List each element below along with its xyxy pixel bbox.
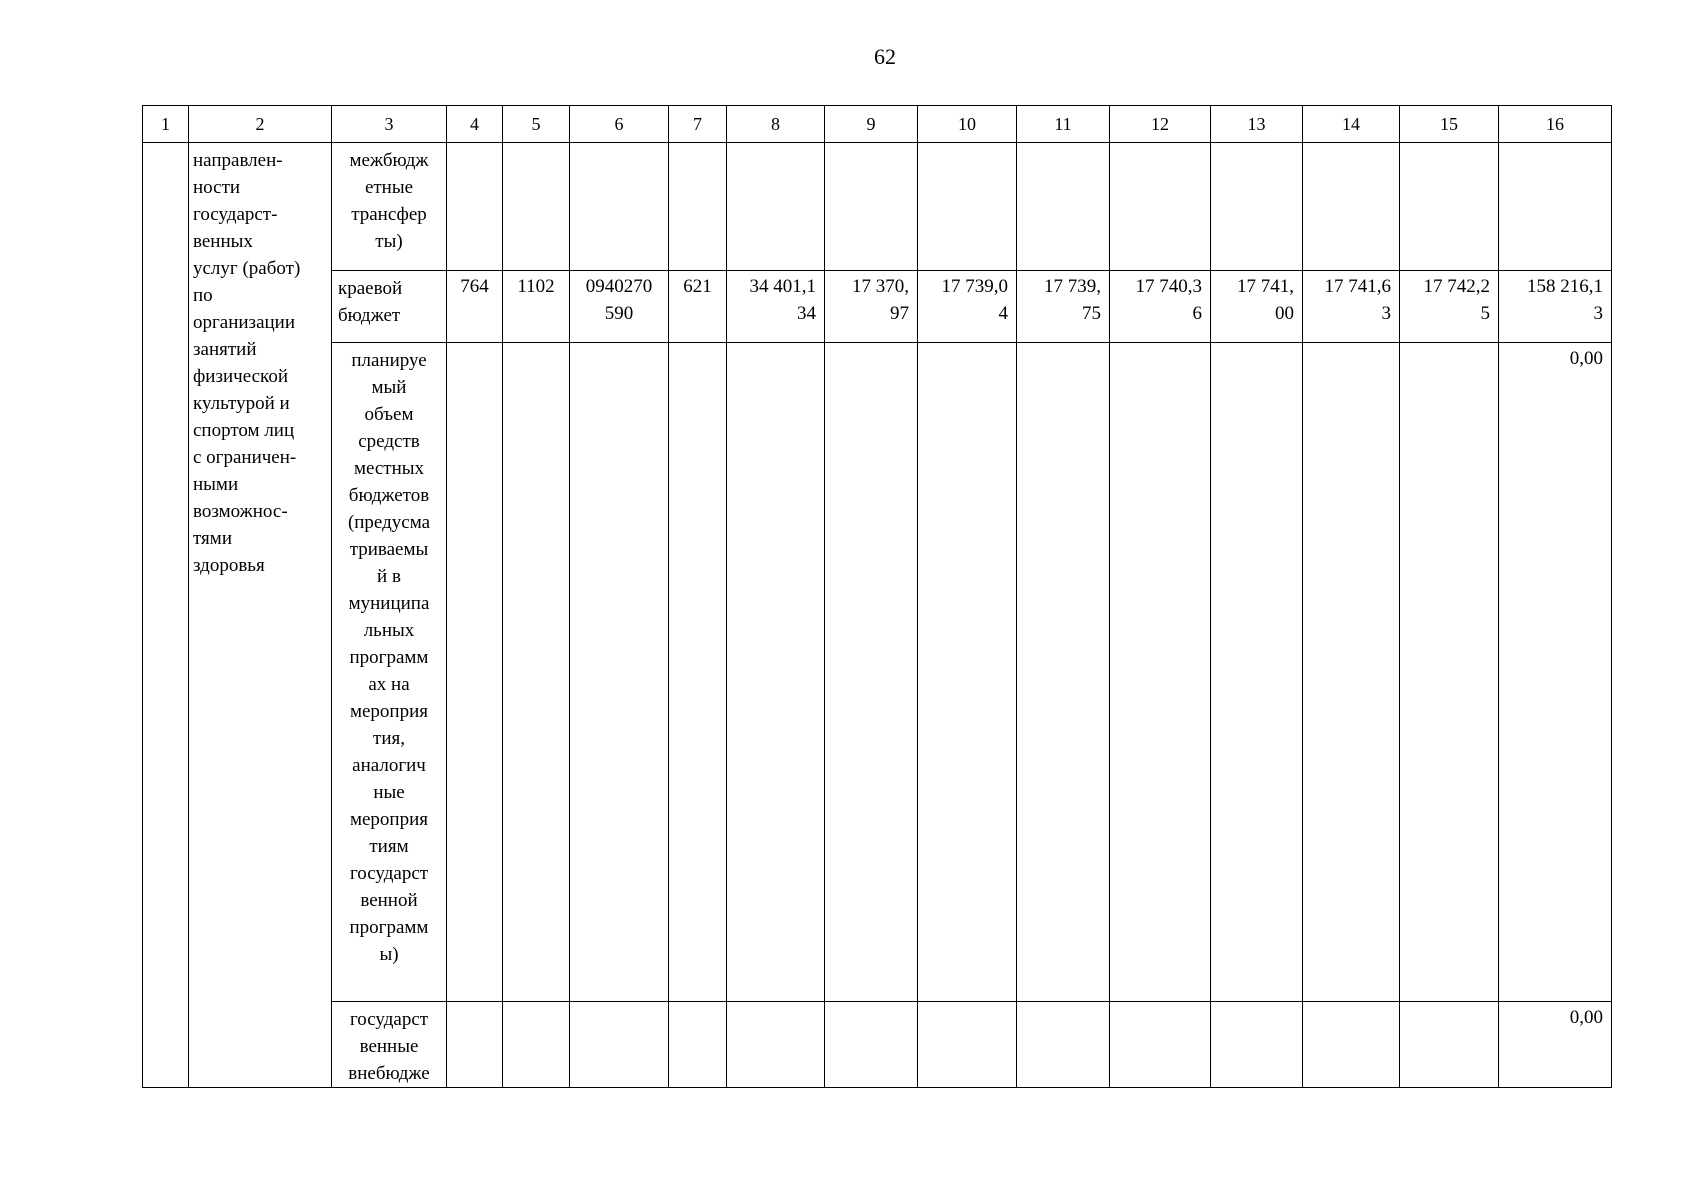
value-text <box>825 143 917 145</box>
value-text <box>918 143 1016 145</box>
header-cell: 3 <box>332 106 447 143</box>
value-text: 17 741, 00 <box>1237 276 1294 324</box>
header-cell: 5 <box>503 106 570 143</box>
value-text <box>727 343 824 345</box>
value-text: 17 740,3 6 <box>1135 276 1202 324</box>
value-text <box>1211 1002 1302 1004</box>
value-cell <box>1110 143 1211 271</box>
value-text <box>1499 143 1611 145</box>
value-cell <box>1303 343 1400 1002</box>
value-cell <box>1110 343 1211 1002</box>
value-cell <box>669 1002 727 1088</box>
value-cell <box>503 271 570 343</box>
funding-source-cell <box>332 343 447 1002</box>
value-cell <box>1211 271 1303 343</box>
value-cell <box>825 1002 918 1088</box>
value-cell <box>1303 271 1400 343</box>
funding-source-text: планируе мый объем средств местных бюджетов (предусма триваемы й в муниципа льных программ ах на мероприя тия, аналогич ные мероприя тиям государст венной программ ы) <box>347 350 431 965</box>
value-cell <box>570 1002 669 1088</box>
value-cell <box>570 271 669 343</box>
header-row <box>143 106 1612 143</box>
table-row <box>143 1002 1612 1088</box>
value-cell <box>1110 271 1211 343</box>
value-cell <box>1211 343 1303 1002</box>
value-cell <box>1400 143 1499 271</box>
table-row <box>143 143 1612 271</box>
value-cell <box>669 271 727 343</box>
funding-source-text: государст венные внебюдже <box>348 1009 430 1084</box>
activity-name-cell <box>189 143 332 1088</box>
header-cell: 10 <box>918 106 1017 143</box>
value-text <box>1303 343 1399 345</box>
header-cell: 9 <box>825 106 918 143</box>
header-cell: 4 <box>447 106 503 143</box>
funding-source-cell <box>332 143 447 271</box>
header-cell: 15 <box>1400 106 1499 143</box>
value-text <box>1211 343 1302 345</box>
value-text <box>447 343 502 345</box>
value-text <box>1400 143 1498 145</box>
value-text <box>918 1002 1016 1004</box>
header-cell: 11 <box>1017 106 1110 143</box>
value-cell <box>918 1002 1017 1088</box>
value-text <box>1017 1002 1109 1004</box>
value-cell <box>1303 1002 1400 1088</box>
page-number: 62 <box>874 44 896 69</box>
value-text <box>503 143 569 145</box>
value-cell <box>1400 271 1499 343</box>
value-cell <box>503 143 570 271</box>
value-cell <box>1110 1002 1211 1088</box>
value-text <box>669 1002 726 1004</box>
value-cell <box>825 271 918 343</box>
value-text <box>1303 1002 1399 1004</box>
value-cell <box>570 143 669 271</box>
value-text <box>727 1002 824 1004</box>
value-text: 0940270 590 <box>585 276 653 324</box>
activity-name-text: направлен- ности государст- венных услуг (работ) по организации занятий физической культурой и спортом лиц с ограничен- ными возможнос- тями здоровья <box>193 150 301 576</box>
value-cell <box>1499 343 1612 1002</box>
value-text <box>1110 1002 1210 1004</box>
table-row <box>143 343 1612 1002</box>
header-cell: 8 <box>727 106 825 143</box>
value-cell <box>570 343 669 1002</box>
value-cell <box>1017 143 1110 271</box>
value-cell <box>1400 1002 1499 1088</box>
value-text <box>825 343 917 345</box>
value-cell <box>918 271 1017 343</box>
funding-source-text: краевой бюджет <box>338 278 403 326</box>
value-cell <box>727 343 825 1002</box>
value-text: 621 <box>683 276 712 297</box>
value-cell <box>1499 271 1612 343</box>
value-cell <box>1303 143 1400 271</box>
value-cell <box>447 271 503 343</box>
value-cell <box>447 143 503 271</box>
value-text <box>1110 143 1210 145</box>
value-text: 17 370, 97 <box>852 276 909 324</box>
header-cell: 12 <box>1110 106 1211 143</box>
value-cell <box>918 143 1017 271</box>
value-cell <box>669 343 727 1002</box>
value-text <box>570 343 668 345</box>
value-text: 34 401,1 34 <box>749 276 816 324</box>
value-cell <box>447 343 503 1002</box>
value-text <box>825 1002 917 1004</box>
value-cell <box>1499 1002 1612 1088</box>
value-text <box>1211 143 1302 145</box>
value-text <box>669 343 726 345</box>
value-text: 158 216,1 3 <box>1527 276 1603 324</box>
value-cell <box>503 1002 570 1088</box>
value-cell <box>825 143 918 271</box>
value-text: 17 742,2 5 <box>1423 276 1490 324</box>
value-text: 0,00 <box>1569 348 1603 369</box>
number-cell <box>143 143 189 1088</box>
value-text <box>1017 343 1109 345</box>
value-text <box>918 343 1016 345</box>
header-cell: 16 <box>1499 106 1612 143</box>
value-cell <box>1017 271 1110 343</box>
value-cell <box>1400 343 1499 1002</box>
budget-table <box>142 105 1612 1088</box>
value-text <box>1110 343 1210 345</box>
value-text: 17 739, 75 <box>1044 276 1101 324</box>
value-cell <box>669 143 727 271</box>
value-text <box>447 1002 502 1004</box>
funding-source-cell <box>332 1002 447 1088</box>
header-cell: 14 <box>1303 106 1400 143</box>
header-cell: 1 <box>143 106 189 143</box>
header-cell: 2 <box>189 106 332 143</box>
value-text <box>1400 1002 1498 1004</box>
funding-source-text: межбюдж етные трансфер ты) <box>349 150 429 252</box>
value-cell <box>727 1002 825 1088</box>
value-text <box>570 1002 668 1004</box>
value-cell <box>1499 143 1612 271</box>
value-cell <box>1211 143 1303 271</box>
value-text <box>503 1002 569 1004</box>
value-text: 0,00 <box>1569 1007 1603 1028</box>
value-cell <box>918 343 1017 1002</box>
funding-source-cell <box>332 271 447 343</box>
value-text <box>1303 143 1399 145</box>
header-cell: 6 <box>570 106 669 143</box>
value-text: 764 <box>460 276 489 297</box>
value-text: 1102 <box>517 276 555 297</box>
value-cell <box>1211 1002 1303 1088</box>
value-text <box>570 143 668 145</box>
value-text <box>727 143 824 145</box>
header-cell: 7 <box>669 106 727 143</box>
value-text <box>447 143 502 145</box>
value-cell <box>825 343 918 1002</box>
header-cell: 13 <box>1211 106 1303 143</box>
table-row <box>143 271 1612 343</box>
value-cell <box>503 343 570 1002</box>
value-cell <box>727 143 825 271</box>
value-text: 17 741,6 3 <box>1324 276 1391 324</box>
value-cell <box>1017 1002 1110 1088</box>
value-text <box>669 143 726 145</box>
value-text: 17 739,0 4 <box>941 276 1008 324</box>
value-text <box>1017 143 1109 145</box>
value-text <box>503 343 569 345</box>
value-text <box>1400 343 1498 345</box>
value-cell <box>727 271 825 343</box>
value-cell <box>447 1002 503 1088</box>
value-cell <box>1017 343 1110 1002</box>
